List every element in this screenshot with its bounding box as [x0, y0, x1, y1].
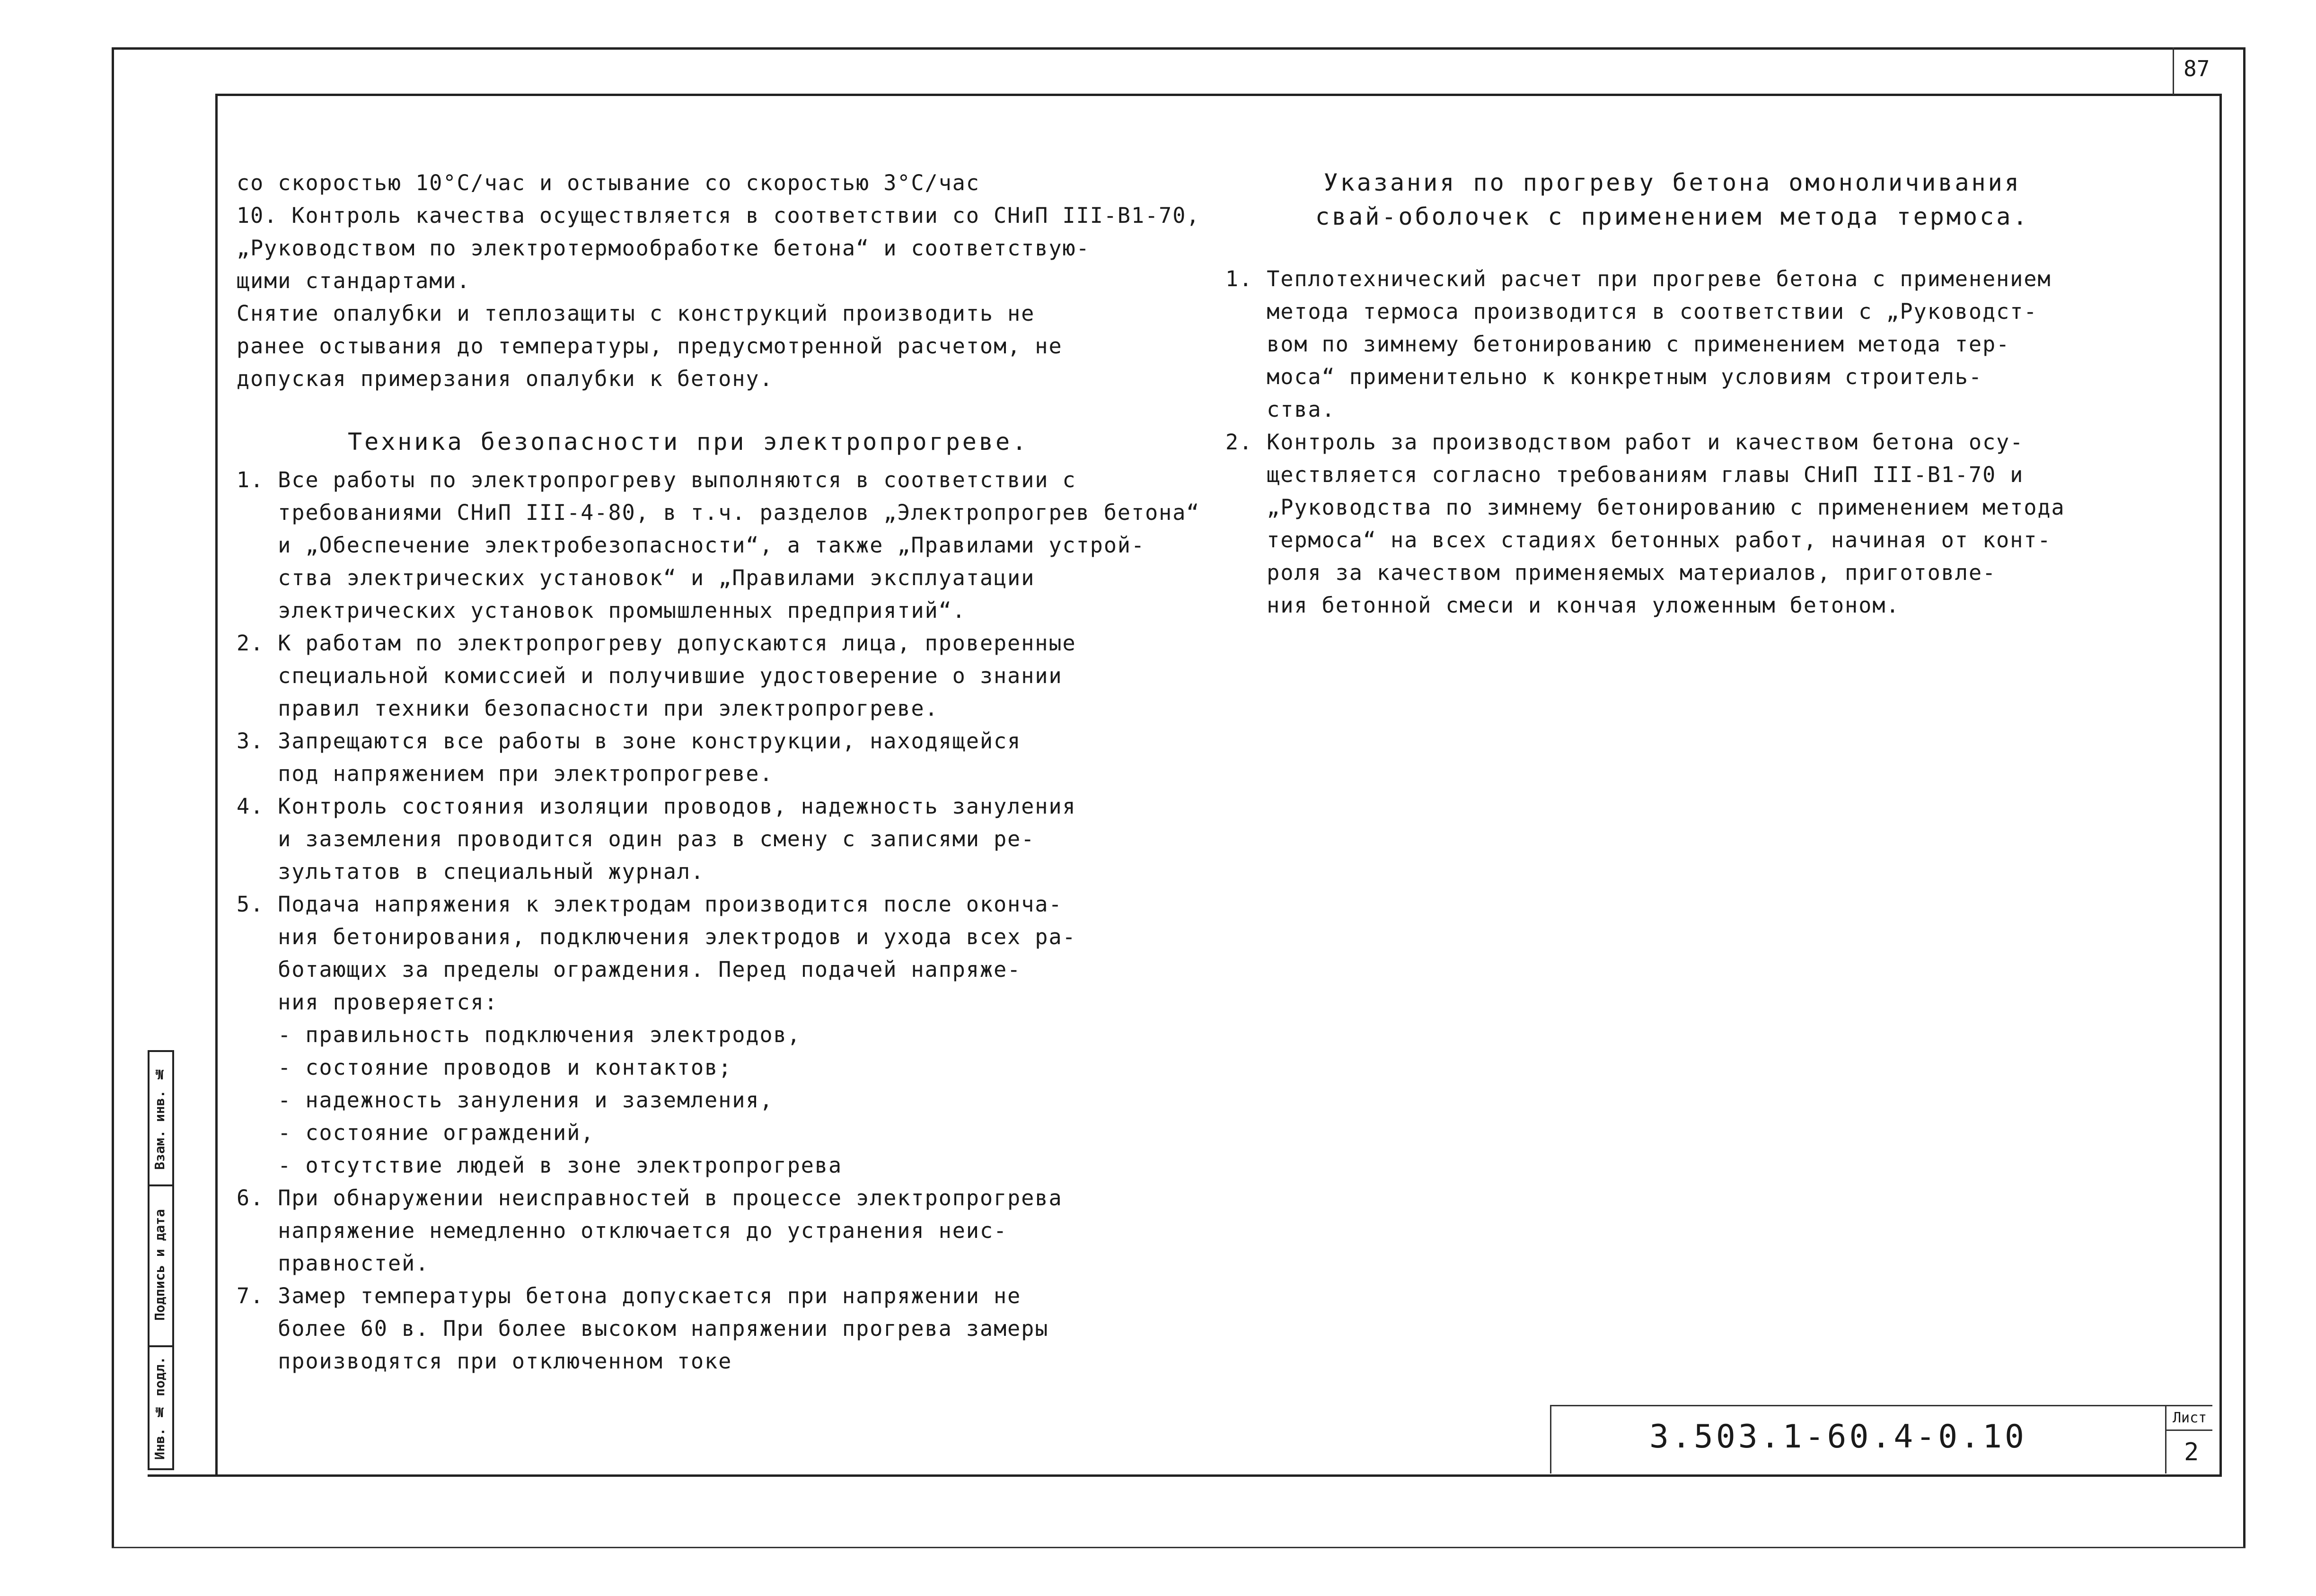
inner-frame-right [2219, 94, 2222, 1477]
outer-frame-right [2243, 47, 2246, 1547]
inner-frame-bottom [148, 1474, 2222, 1477]
document-designation: 3.503.1-60.4-0.10 [1649, 1418, 2027, 1456]
right-section-heading: Указания по прогреву бетона омоноличивания свай-оболочек с применением метода термоса. [1315, 169, 2030, 230]
page-number-box-left [2173, 47, 2174, 95]
title-block-sheet-label-divider [2165, 1429, 2212, 1431]
title-block-left [1550, 1405, 1551, 1473]
side-stamp-replaced-inv: Взам. инв. № [152, 1066, 167, 1170]
inner-frame-left [215, 94, 218, 1477]
title-block [1550, 1405, 2212, 1471]
left-safety-list: 1. Все работы по электропрогреву выполняются в соответствии с требованиями СНиП III-4-80, в т.ч. разделов „Электропрогрев бетона“ и „Обеспечение электробезопасности“, а также „Правилами устрой- ства электрических установок“ и „Правилами эксплуатации электрических установок промышленных предприятий“. 2. К работам по электропрогреву допускаются лица, проверенные специальной комиссией и получившие удостоверение о знании правил техники безопасности при электропрогреве. 3. Запрещаются все работы в зоне конструкции, находящейся под напряжением при электропрогреве. 4. Контроль состояния изоляции проводов, надежность зануления и заземления проводится один раз в смену с записями ре- зультатов в специальный журнал. 5. Подача напряжения к электродам производится после оконча- ния бетонирования, подключения электродов и ухода всех ра- ботающих за пределы ограждения. Перед подачей напряже- ния проверяется: - правильность подключения электродов, - состояние проводов и контактов; - надежность зануления и заземления, - состояние ограждений, - отсутствие людей в зоне электропрогрева 6. При обнаружении неисправностей в процессе электропрогрева напряжение немедленно отключается до устранения неис- правностей. 7. Замер температуры бетона допускается при напряжении не более 60 в. При более высоком напряжении прогрева замеры производятся при отключенном токе [237, 467, 1200, 1374]
page-number: 87 [2184, 56, 2210, 81]
side-stamp-divider-2 [150, 1345, 172, 1347]
side-stamp-inv-original: Инв. № подл. [152, 1356, 167, 1460]
title-block-sheet-divider [2165, 1405, 2166, 1473]
left-section-heading: Техника безопасности при электропрогреве. [348, 428, 1029, 456]
side-stamp-signature-date: Подпись и дата [152, 1209, 167, 1321]
side-stamp [148, 1050, 174, 1470]
side-stamp-divider-1 [150, 1184, 172, 1186]
outer-frame-left [112, 47, 114, 1547]
right-instructions-list: 1. Теплотехнический расчет при прогреве бетона с применением метода термоса производится в соответствии с „Руководст- вом по зимнему бетонированию с применением метода тер- моса“ применительно к конкретным условиям строитель- ства. 2. Контроль за производством работ и качеством бетона осу- ществляется согласно требованиям главы СНиП III-В1-70 и „Руководства по зимнему бетонированию с применением метода термоса“ на всех стадиях бетонных работ, начиная от конт- роля за качеством применяемых материалов, приготовле- ния бетонной смеси и кончая уложенным бетоном. [1225, 266, 2065, 618]
title-block-top [1550, 1405, 2212, 1406]
inner-frame-top [215, 94, 2222, 96]
sheet-number: 2 [2184, 1438, 2199, 1466]
outer-frame-bottom [112, 1547, 2246, 1548]
sheet-label: Лист [2173, 1410, 2207, 1426]
left-paragraph-intro: со скоростью 10°С/час и остывание со скоростью 3°С/час 10. Контроль качества осуществляется в соответствии со СНиП III-В1-70, „Руководством по электротермообработке бетона“ и соответствую- щими стандартами. Снятие опалубки и теплозащиты с конструкций производить не ранее остывания до температуры, предусмотренной расчетом, не допуская примерзания опалубки к бетону. [237, 170, 1200, 391]
outer-frame-top [112, 47, 2246, 50]
